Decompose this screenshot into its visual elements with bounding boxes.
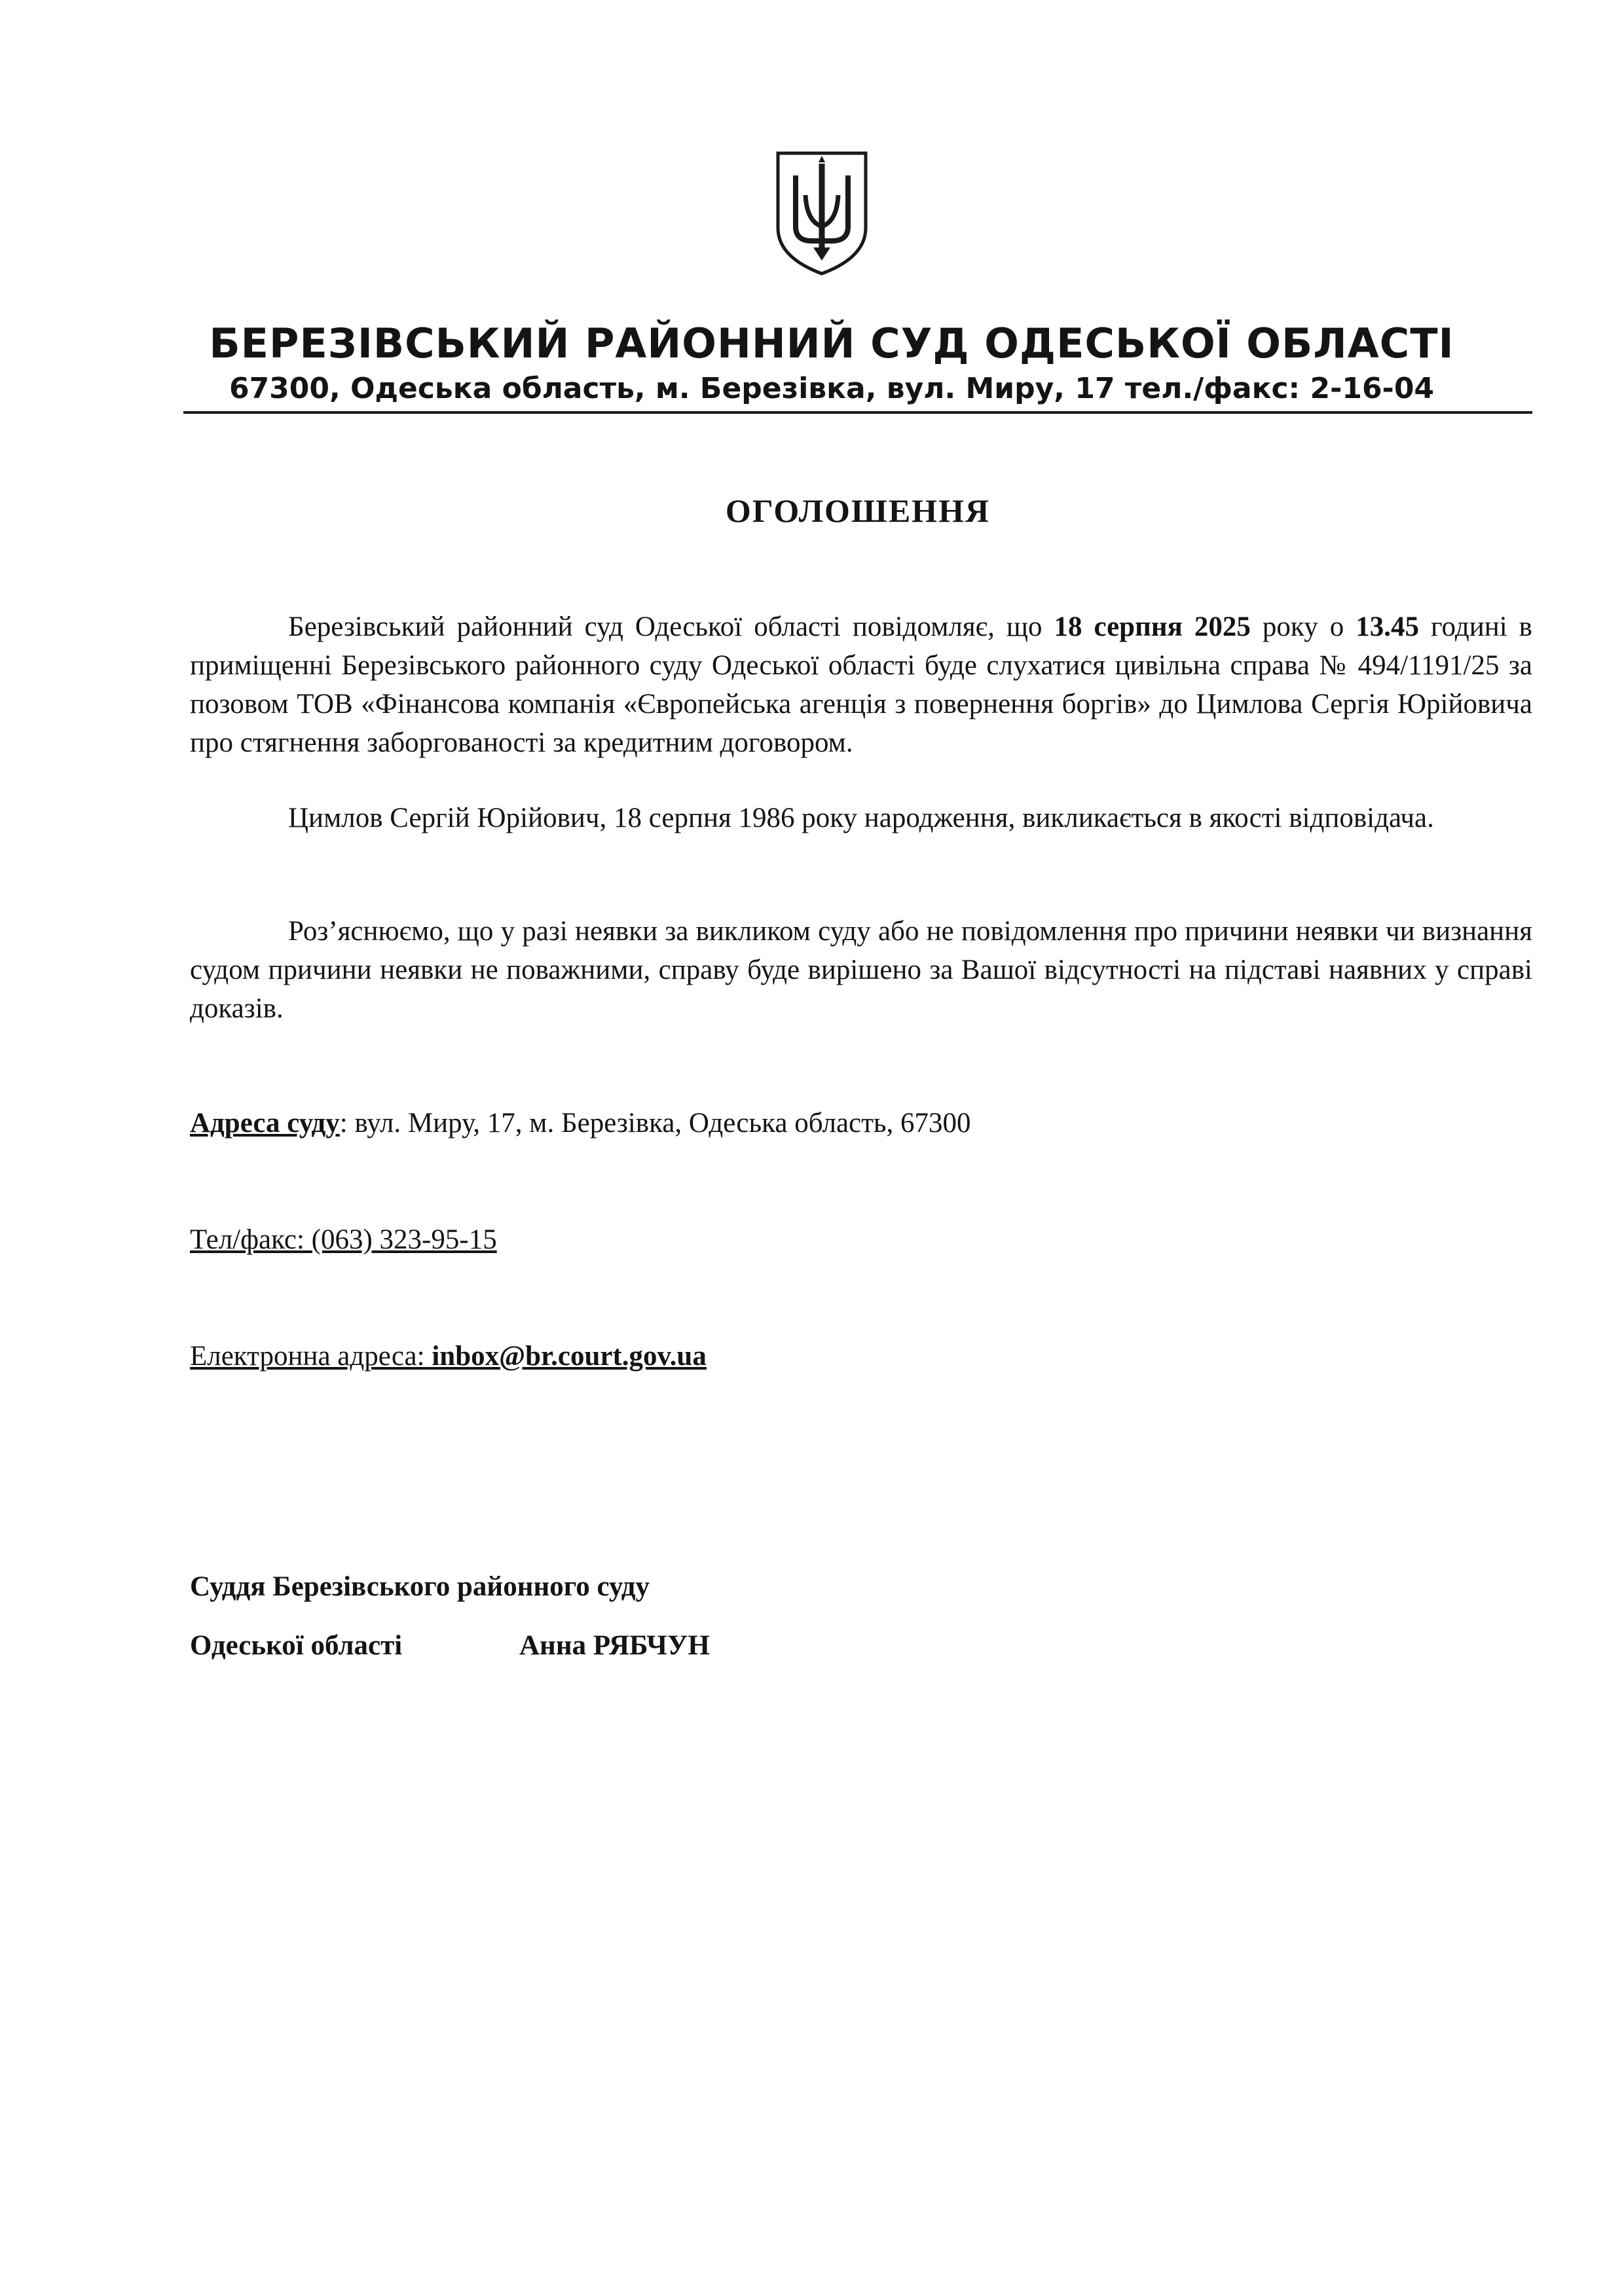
- judge-name: Анна РЯБЧУН: [519, 1630, 710, 1661]
- trident-coat-of-arms-icon: [773, 149, 871, 277]
- court-name: БЕРЕЗІВСЬКИЙ РАЙОННИЙ СУД ОДЕСЬКОЇ ОБЛАСТІ: [209, 319, 1454, 367]
- email-label: Електронна адреса:: [190, 1341, 432, 1372]
- hearing-date: 18 серпня 2025: [1054, 611, 1251, 642]
- hearing-time: 13.45: [1356, 611, 1419, 642]
- defendant-paragraph: Цимлов Сергій Юрійович, 18 серпня 1986 року народження, викликається в якості відповідача.: [288, 803, 1434, 833]
- email-link[interactable]: inbox@br.court.gov.ua: [432, 1341, 707, 1372]
- signature-title-line: Суддя Березівського районного суду: [190, 1571, 650, 1602]
- announcement-paragraph: Березівський районний суд Одеської області повідомляє, що 18 серпня 2025 року о 13.45 годині в приміщенні Березівського районного суду Одеської області буде слухатися цивільна справа № 494/1191/25 за позовом ТОВ «Фінансова компанія «Європейська агенція з повернення боргів» до Цимлова Сергія Юрійовича про стягнення заборгованості за кредитним договором.: [190, 611, 1532, 758]
- document-title: ОГОЛОШЕННЯ: [725, 492, 991, 529]
- explanation-paragraph: Роз’яснюємо, що у разі неявки за викликом суду або не повідомлення про причини неявки чи визнання судом причини неявки не поважними, справу буде вирішено за Вашої відсутності на підставі наявних у справі доказів.: [190, 916, 1532, 1024]
- header-divider: [183, 411, 1532, 414]
- phone-line: Тел/факс: (063) 323-95-15: [190, 1224, 497, 1255]
- address-label: Адреса суду: [190, 1108, 340, 1139]
- signature-region-line: Одеської області: [190, 1630, 403, 1661]
- court-address: 67300, Одеська область, м. Березівка, вул. Миру, 17 тел./факс: 2-16-04: [229, 372, 1435, 405]
- email-line: [190, 1337, 1500, 1376]
- court-address-line: Адреса суду: вул. Миру, 17, м. Березівка, Одеська область, 67300: [190, 1108, 971, 1139]
